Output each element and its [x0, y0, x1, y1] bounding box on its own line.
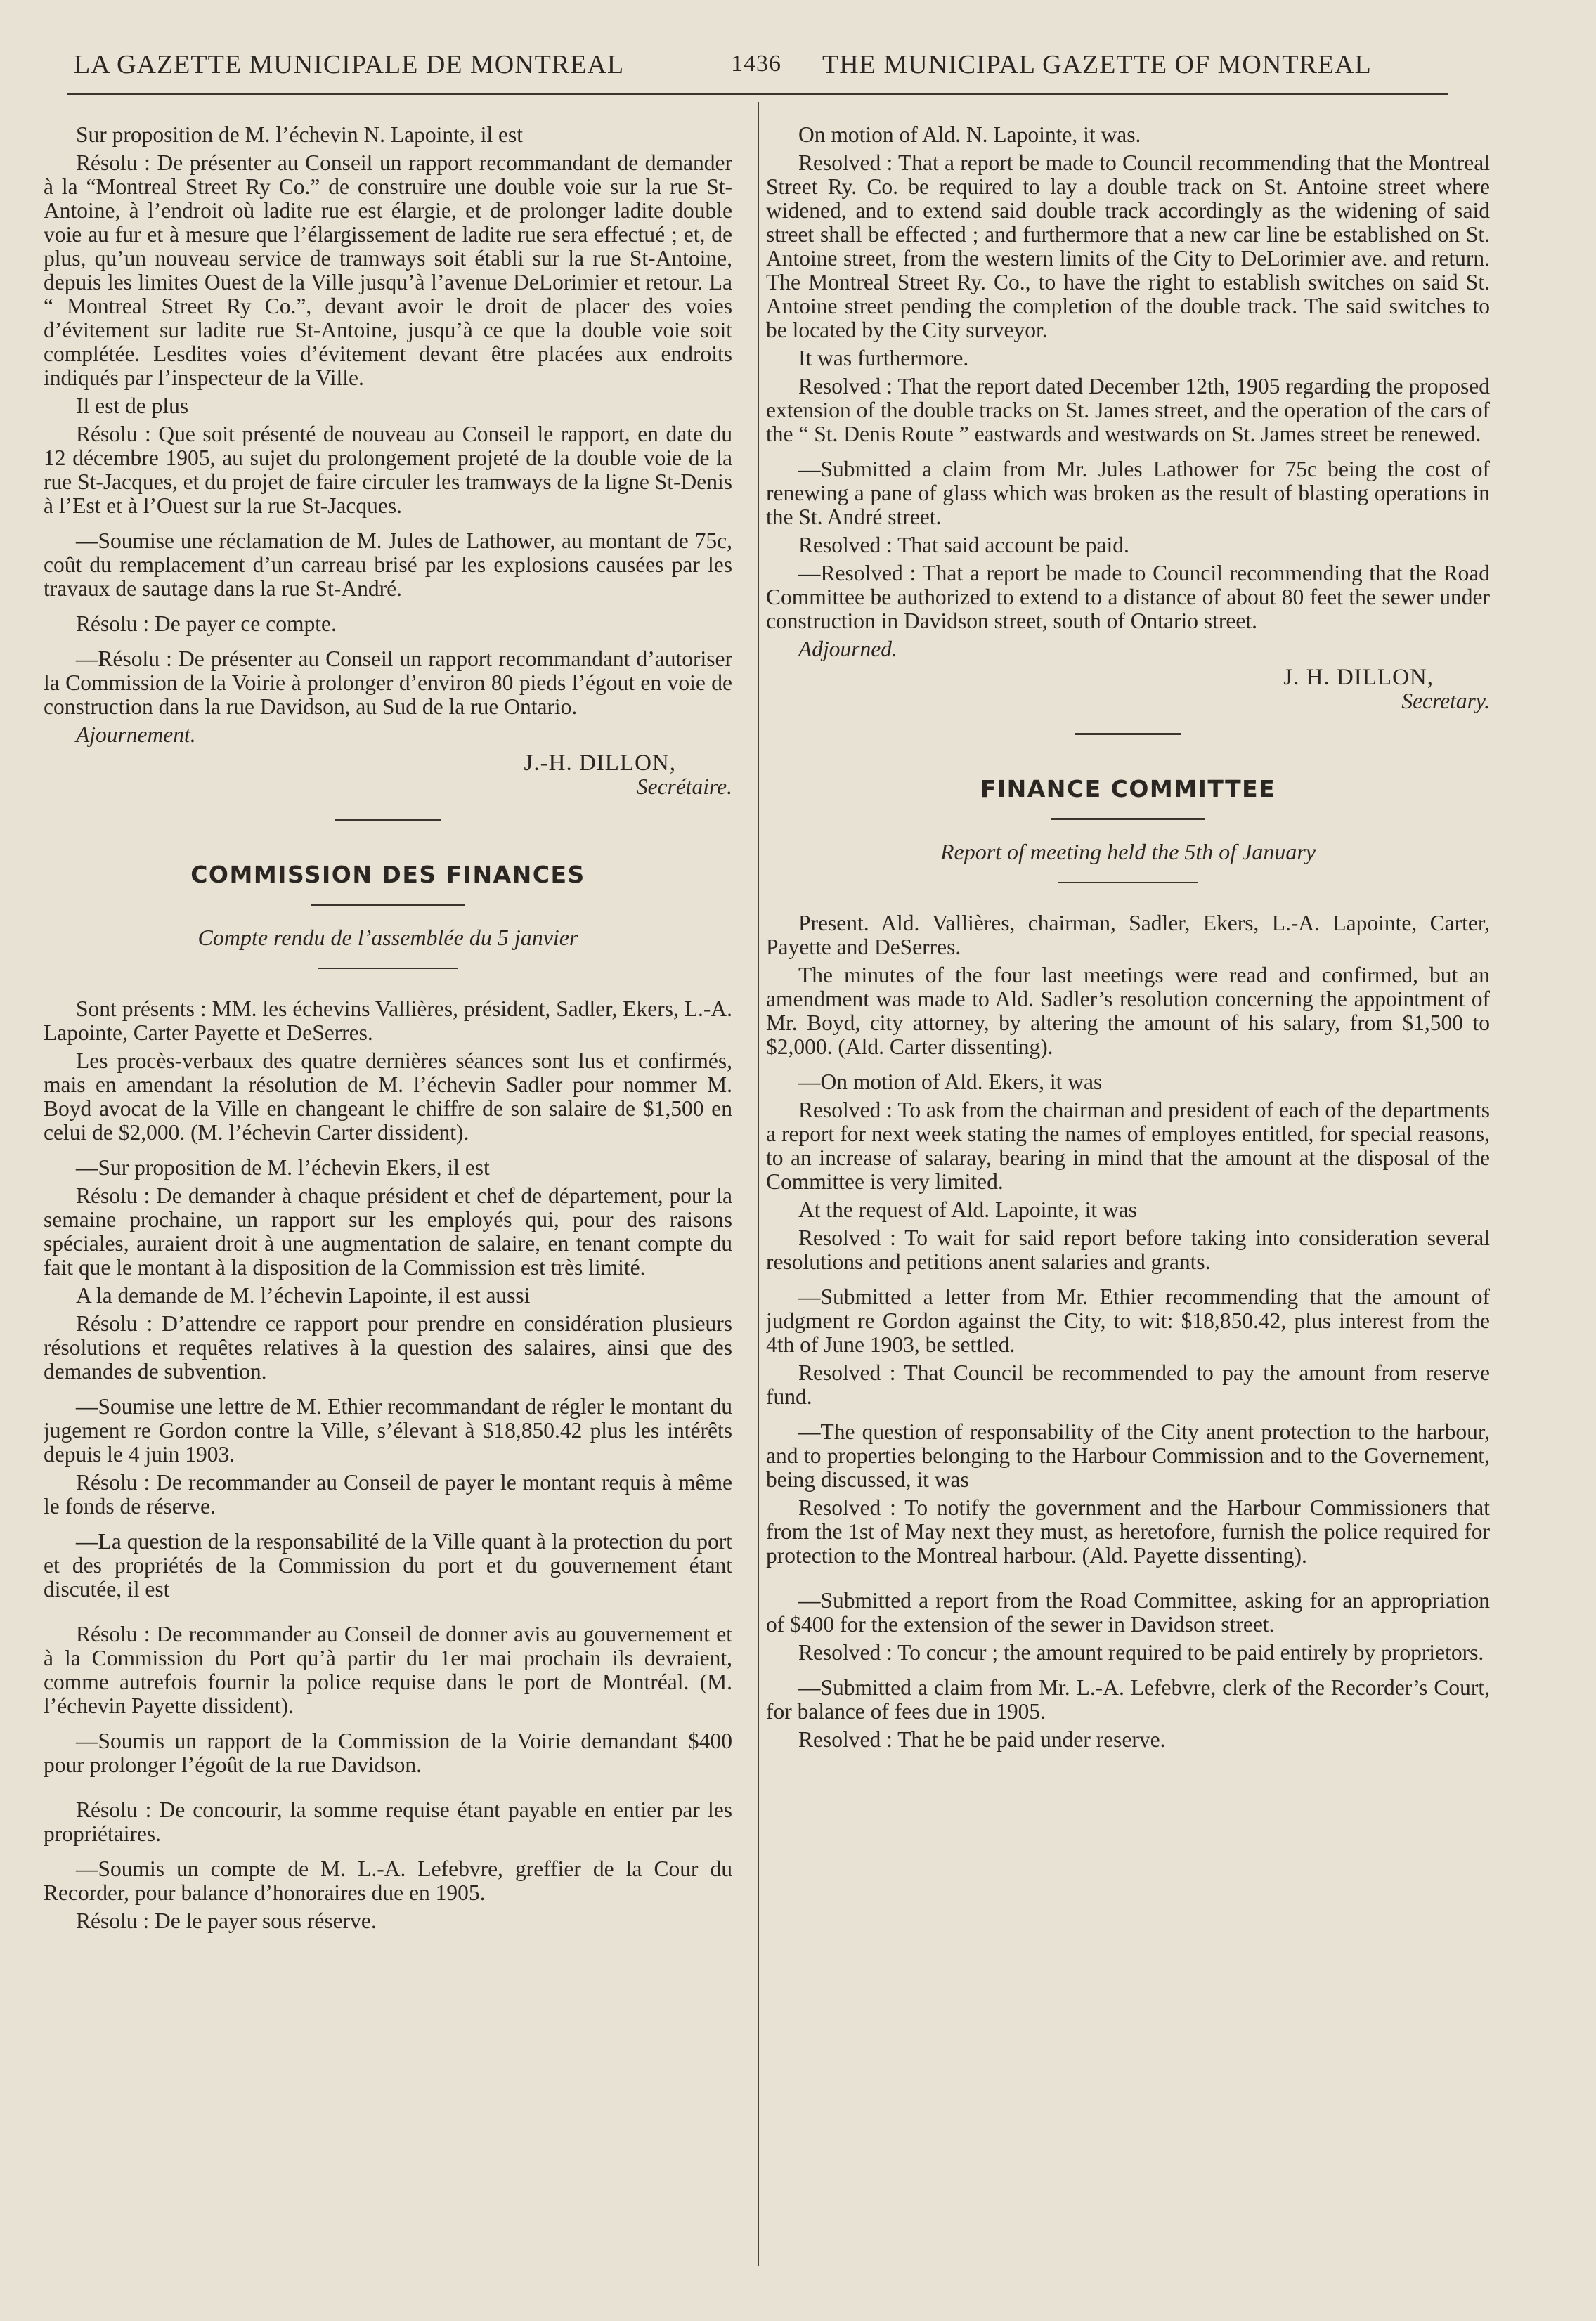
paragraph: —Résolu : De présenter au Conseil un rapport recommandant d’autoriser la Commission de la Voirie à prolonger d’environ 80 pieds l’égout en voie de construction dans la rue Davidson, au Sud de la rue Ontario.: [44, 646, 732, 719]
section-title: FINANCE COMMITTEE: [980, 775, 1276, 802]
paragraph: Resolved : To ask from the chairman and president of each of the departments a report for next week stating the names of employes entitled, for special reasons, to an increase of salaray, bearing in mind that the amount at the disposal of the Committee is very limited.: [766, 1098, 1490, 1194]
paragraph: —The question of responsability of the City anent protection to the harbour, and to properties belonging to the Harbour Commission and to the Governement, being discussed, it was: [766, 1419, 1490, 1492]
paragraph: Present. Ald. Vallières, chairman, Sadler, Ekers, L.-A. Lapointe, Carter, Payette and DeSerres.: [766, 911, 1490, 959]
paragraph: Sont présents : MM. les échevins Vallières, président, Sadler, Ekers, L.-A. Lapointe, Carter Payette et DeSerres.: [44, 996, 732, 1045]
french-column: [44, 123, 732, 2308]
paragraph: Il est de plus: [76, 394, 189, 418]
paragraph: —Resolved : That a report be made to Council recommending that the Road Committee be authorized to extend to a distance of about 80 feet the sewer under construction in Davidson street, south of Ontario street.: [766, 561, 1490, 633]
paragraph: Resolved : That he be paid under reserve.: [798, 1727, 1166, 1752]
paragraph: —Submitted a claim from Mr. L.-A. Lefebvre, clerk of the Recorder’s Court, for balance of fees due in 1905.: [766, 1675, 1490, 1724]
paragraph: Résolu : De demander à chaque président et chef de département, pour la semaine prochaine, un rapport sur les employés qui, pour des raisons spéciales, auraient droit à une augmentation de salaire, en tenant compte du fait que le montant à la disposition de la Commission est très limité.: [44, 1183, 732, 1280]
signature-name: J. H. DILLON,: [1283, 665, 1434, 690]
paragraph: Resolved : That Council be recommended to pay the amount from reserve fund.: [766, 1360, 1490, 1409]
paragraph: Résolu : De le payer sous réserve.: [76, 1909, 377, 1933]
header-title-french: LA GAZETTE MUNICIPALE DE MONTREAL: [74, 50, 625, 79]
signature-title: Secretary.: [1401, 689, 1490, 713]
section-divider: [335, 819, 441, 821]
paragraph: Résolu : Que soit présenté de nouveau au Conseil le rapport, en date du 12 décembre 1905, au sujet du prolongement projeté de la double voie de la rue St-Jacques, et du projet de faire circuler les tramways de la ligne St-Denis à l’Est et à l’Ouest sur la rue St-Jacques.: [44, 422, 732, 518]
paragraph: —Soumise une réclamation de M. Jules de Lathower, au montant de 75c, coût du remplacement d’un carreau brisé par les explosions causées par les travaux de sautage dans la rue St-André.: [44, 528, 732, 601]
section-subtitle-rule: [318, 968, 458, 969]
paragraph: Résolu : D’attendre ce rapport pour prendre en considération plusieurs résolutions et requêtes relatives à la question des salaires, ainsi que des demandes de subvention.: [44, 1311, 732, 1384]
adjournment: Ajournement.: [76, 722, 196, 747]
paragraph: Résolu : De recommander au Conseil de payer le montant requis à même le fonds de réserve.: [44, 1470, 732, 1519]
paragraph: —Soumis un compte de M. L.-A. Lefebvre, greffier de la Cour du Recorder, pour balance d’honoraires due en 1905.: [44, 1857, 732, 1905]
paragraph: —Submitted a claim from Mr. Jules Lathower for 75c being the cost of renewing a pane of glass which was broken as the result of blasting operations in the St. André street.: [766, 457, 1490, 529]
paragraph: —Submitted a letter from Mr. Ethier recommending that the amount of judgment re Gordon against the City, to wit: $18,850.42, plus interest from the 4th of June 1903, be settled.: [766, 1285, 1490, 1357]
paragraph: A la demande de M. l’échevin Lapointe, il est aussi: [76, 1283, 531, 1308]
header-rule: [67, 93, 1448, 95]
page-header: [67, 42, 1444, 91]
paragraph: —On motion of Ald. Ekers, it was: [798, 1070, 1103, 1094]
english-column: [766, 123, 1490, 2308]
paragraph: —Submitted a report from the Road Committee, asking for an appropriation of $400 for the extension of the sewer in Davidson street.: [766, 1588, 1490, 1637]
header-title-english: THE MUNICIPAL GAZETTE OF MONTREAL: [822, 50, 1372, 79]
column-divider: [758, 102, 759, 2266]
paragraph: —Sur proposition de M. l’échevin Ekers, il est: [76, 1155, 490, 1180]
section-title-rule: [1051, 818, 1205, 820]
paragraph: Resolved : That the report dated December 12th, 1905 regarding the proposed extension of the double tracks on St. James street, and the operation of the cars of the “ St. Denis Route ” eastwards and westwards on St. James street be renewed.: [766, 374, 1490, 446]
section-title: COMMISSION DES FINANCES: [190, 861, 585, 888]
paragraph: On motion of Ald. N. Lapointe, it was.: [798, 123, 1141, 147]
paragraph: Resolved : That a report be made to Council recommending that the Montreal Street Ry. Co. be required to lay a double track on St. Antoine street where widened, and to extend said double track accordingly as the widening of said street shall be effected ; and furthermore that a new car line be established on St. Antoine street, from the western limits of the City to DeLorimier ave. and return. The Montreal Street Ry. Co., to have the right to establish switches on said St. Antoine street pending the completion of the double track. The said switches to be located by the City surveyor.: [766, 150, 1490, 342]
paragraph: Résolu : De concourir, la somme requise étant payable en entier par les propriétaires.: [44, 1797, 732, 1846]
paragraph: Sur proposition de M. l’échevin N. Lapointe, il est: [76, 123, 524, 147]
signature-block: [766, 665, 1490, 713]
paragraph: —Soumis un rapport de la Commission de la Voirie demandant $400 pour prolonger l’égoût de la rue Davidson.: [44, 1729, 732, 1777]
page-number: 1436: [731, 51, 781, 77]
paragraph: Resolved : To notify the government and the Harbour Commissioners that from the 1st of May next they must, as heretofore, furnish the police required for protection to the Montreal harbour. (Ald. Payette dissenting).: [766, 1495, 1490, 1568]
paragraph: It was furthermore.: [798, 346, 969, 370]
section-divider: [1075, 733, 1181, 735]
paragraph: Résolu : De payer ce compte.: [76, 611, 337, 636]
section-subtitle-rule: [1058, 882, 1198, 883]
paragraph: —Soumise une lettre de M. Ethier recommandant de régler le montant du jugement re Gordon contre la Ville, s’élevant à $18,850.42 plus les intérêts depuis le 4 juin 1903.: [44, 1394, 732, 1467]
paragraph: Resolved : To concur ; the amount required to be paid entirely by proprietors.: [798, 1640, 1484, 1665]
section-title-rule: [311, 904, 465, 906]
paragraph: —La question de la responsabilité de la Ville quant à la protection du port et des propriétés de la Commission du port et du gouvernement étant discutée, il est: [44, 1529, 732, 1601]
paragraph: Résolu : De présenter au Conseil un rapport recommandant de demander à la “Montreal Street Ry Co.” de construire une double voie sur la rue St-Antoine, à l’endroit où ladite rue est élargie, et de prolonger ladite double voie au fur et à mesure que l’élargissement de ladite rue sera effectué ; et, de plus, qu’un nouveau service de tramways soit établi sur la rue St-Antoine, depuis les limites Ouest de la Ville jusqu’à l’avenue DeLorimier et retour. La “ Montreal Street Ry Co.”, devant avoir le droit de placer des voies d’évitement sur ladite rue St-Antoine, jusqu’à ce que la double voie soit complétée. Lesdites voies d’évitement devant être placées aux endroits indiqués par l’inspecteur de la Ville.: [44, 150, 732, 390]
paragraph: Les procès-verbaux des quatre dernières séances sont lus et confirmés, mais en amendant la résolution de M. l’échevin Sadler pour nommer M. Boyd avocat de la Ville en changeant le chiffre de son salaire de $1,500 en celui de $2,000. (M. l’échevin Carter dissident).: [44, 1048, 732, 1145]
signature-title: Secrétaire.: [636, 774, 732, 799]
section-subtitle: Compte rendu de l’assemblée du 5 janvier: [197, 925, 578, 950]
section-subtitle: Report of meeting held the 5th of January: [940, 839, 1316, 864]
paragraph: Résolu : De recommander au Conseil de donner avis au gouvernement et à la Commission du Port qu’à partir du 1er mai prochain ils devraient, comme autrefois fournir la police requise dans le port de Montréal. (M. l’échevin Payette dissident).: [44, 1622, 732, 1718]
paragraph: Resolved : To wait for said report before taking into consideration several resolutions and petitions anent salaries and grants.: [766, 1225, 1490, 1274]
signature-block: [44, 751, 732, 799]
paragraph: The minutes of the four last meetings were read and confirmed, but an amendment was made to Ald. Sadler’s resolution concerning the appointment of Mr. Boyd, city attorney, by altering the amount of his salary, from $1,500 to $2,000. (Ald. Carter dissenting).: [766, 963, 1490, 1059]
paragraph: At the request of Ald. Lapointe, it was: [798, 1197, 1138, 1222]
signature-name: J.-H. DILLON,: [524, 750, 676, 776]
paragraph: Resolved : That said account be paid.: [798, 533, 1129, 557]
adjournment: Adjourned.: [798, 637, 897, 661]
